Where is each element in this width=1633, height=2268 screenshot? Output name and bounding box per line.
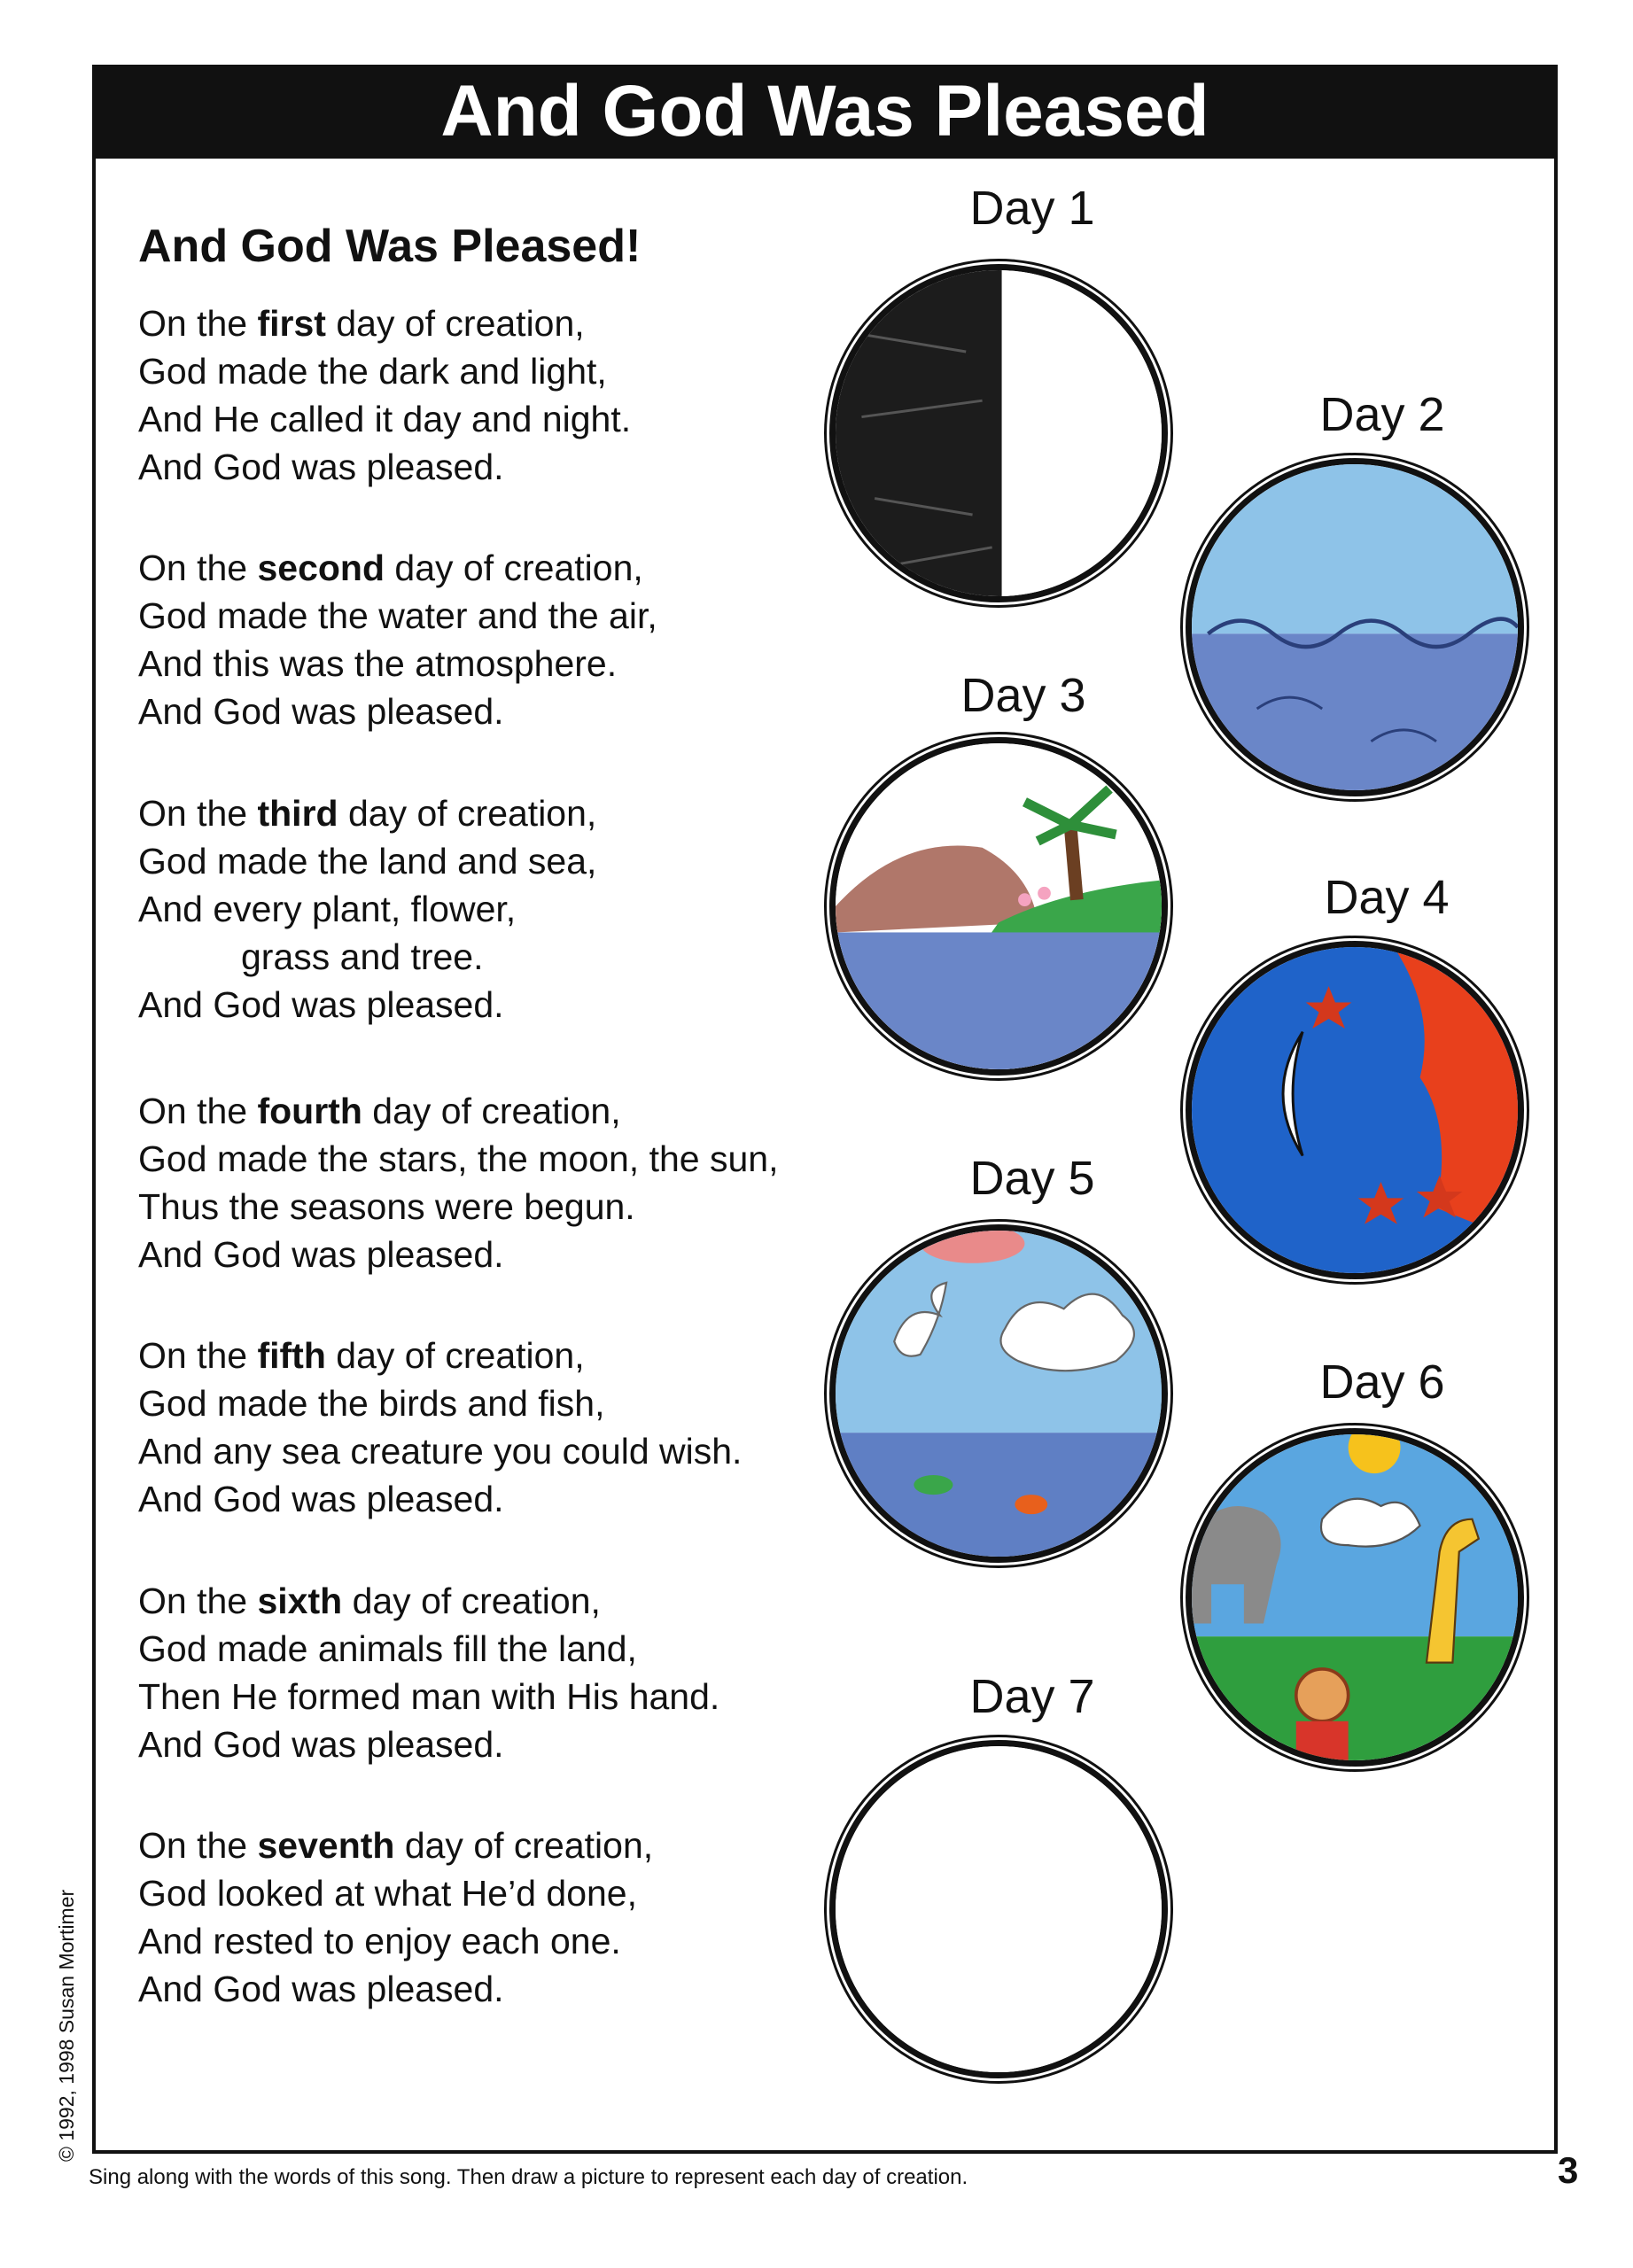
verse-line: God made the stars, the moon, the sun, [138, 1138, 779, 1179]
day-7-label: Day 7 [969, 1670, 1095, 1723]
verse-3-first-line: On the third day of creation, [138, 793, 597, 834]
page-number: 3 [1558, 2149, 1579, 2191]
day-2-label: Day 2 [1319, 388, 1445, 441]
verse-4 [138, 1087, 778, 1278]
verse-5 [138, 1332, 742, 1523]
verse-line: And God was pleased. [138, 691, 504, 732]
day-5-label: Day 5 [969, 1152, 1095, 1205]
page-header-title: And God Was Pleased [92, 65, 1558, 159]
verse-line: God looked at what He’d done, [138, 1873, 637, 1914]
land-sea-plants-circle-icon[interactable] [829, 737, 1168, 1076]
verse-line: And rested to enjoy each one. [138, 1921, 621, 1961]
verse-line: God made animals fill the land, [138, 1628, 637, 1669]
verse-line: And God was pleased. [138, 1234, 504, 1275]
sun-moon-stars-circle-icon[interactable] [1186, 941, 1524, 1279]
song-title: And God Was Pleased! [138, 221, 642, 272]
empty-circle-icon[interactable] [829, 1740, 1168, 2078]
birds-fish-circle-icon[interactable] [829, 1224, 1168, 1563]
verse-line: Then He formed man with His hand. [138, 1676, 720, 1717]
verse-line: And any sea creature you could wish. [138, 1431, 743, 1472]
animals-man-circle-icon[interactable] [1186, 1428, 1524, 1767]
dark-light-circle-icon[interactable] [829, 264, 1168, 602]
verse-line: grass and tree. [241, 936, 484, 977]
instructions: Sing along with the words of this song. Then draw a picture to represent each day of creation. [89, 2165, 968, 2189]
verse-line: And this was the atmosphere. [138, 643, 618, 684]
verse-line: And God was pleased. [138, 1479, 504, 1519]
verse-line: And God was pleased. [138, 984, 504, 1025]
verse-line: God made the dark and light, [138, 351, 607, 392]
verse-line: And God was pleased. [138, 447, 504, 487]
verse-1 [138, 299, 631, 491]
verse-2-first-line: On the second day of creation, [138, 548, 643, 588]
verse-2 [138, 544, 657, 735]
verse-7-first-line: On the seventh day of creation, [138, 1825, 654, 1866]
verse-7 [138, 1821, 653, 2013]
verse-1-first-line: On the first day of creation, [138, 303, 585, 344]
verse-line: And God was pleased. [138, 1724, 504, 1765]
verse-6-first-line: On the sixth day of creation, [138, 1581, 601, 1621]
day-6-label: Day 6 [1319, 1355, 1445, 1409]
verse-line: Thus the seasons were begun. [138, 1186, 635, 1227]
day-4-label: Day 4 [1324, 871, 1450, 924]
water-air-circle-icon[interactable] [1186, 458, 1524, 796]
day-3-label: Day 3 [960, 669, 1086, 722]
verse-6 [138, 1577, 719, 1768]
verse-line: God made the water and the air, [138, 595, 657, 636]
day-1-label: Day 1 [969, 182, 1095, 235]
verse-line: God made the birds and fish, [138, 1383, 605, 1424]
verse-line: And God was pleased. [138, 1969, 504, 2009]
verse-3 [138, 789, 596, 1029]
verse-line: And He called it day and night. [138, 399, 632, 439]
verse-5-first-line: On the fifth day of creation, [138, 1335, 585, 1376]
verse-4-first-line: On the fourth day of creation, [138, 1091, 621, 1131]
verse-line: And every plant, flower, [138, 889, 517, 929]
copyright-notice: © 1992, 1998 Susan Mortimer [55, 1889, 78, 2162]
verse-line: God made the land and sea, [138, 841, 597, 882]
